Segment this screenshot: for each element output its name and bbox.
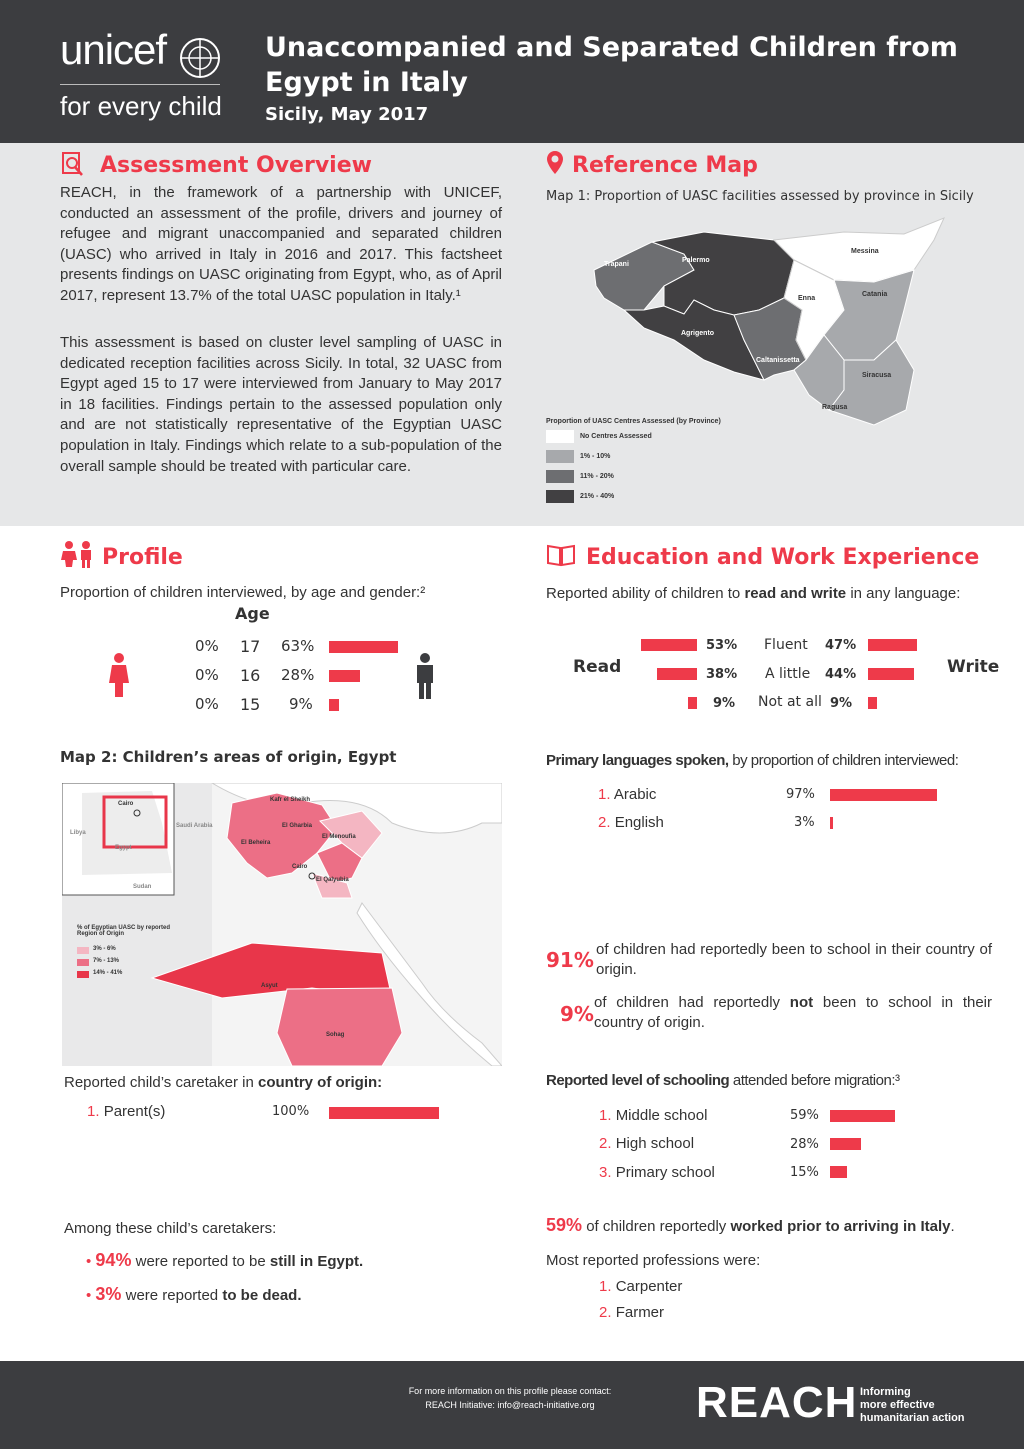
schooling-pct: 59% xyxy=(790,1108,819,1123)
school-no-text: of children had reportedly not been to school in their country of origin. xyxy=(594,994,992,1031)
profile-intro: Proportion of children interviewed, by age and gender:² xyxy=(60,584,426,601)
legend-swatch xyxy=(546,430,574,443)
legend-swatch xyxy=(546,490,574,503)
schooling-bar xyxy=(830,1166,847,1178)
legend-label: No Centres Assessed xyxy=(580,433,652,440)
school-no-pct: 9% xyxy=(560,1002,594,1026)
inset-libya-label: Libya xyxy=(70,830,86,836)
read-pct: 38% xyxy=(706,667,738,682)
map1-legend-title: Proportion of UASC Centres Assessed (by Province) xyxy=(546,418,721,425)
profession-item: 1. Carpenter xyxy=(599,1278,683,1295)
region-kafr-label: Kafr el Sheikh xyxy=(270,797,311,803)
region-gharbia-label: El Gharbia xyxy=(282,823,313,829)
map-pin-icon xyxy=(546,150,564,176)
province-label-palermo: Palermo xyxy=(682,257,710,264)
schooling-item: 1. Middle school xyxy=(599,1107,708,1124)
age-bar xyxy=(329,699,339,711)
male-pct: 28% xyxy=(281,666,315,684)
legend-swatch xyxy=(546,470,574,483)
schooling-pct: 28% xyxy=(790,1137,819,1152)
schooling-bar xyxy=(830,1138,861,1150)
sicily-map xyxy=(544,210,964,432)
schooling-pct: 15% xyxy=(790,1165,819,1180)
region-beheira-label: El Beheira xyxy=(241,840,271,846)
footer-contact-line2[interactable]: REACH Initiative: info@reach-initiative.org xyxy=(425,1400,595,1410)
unicef-tagline: for every child xyxy=(60,91,222,121)
read-label: Read xyxy=(573,657,622,677)
write-bar xyxy=(868,639,917,651)
refmap-title: Reference Map xyxy=(572,153,758,178)
age-bar xyxy=(329,670,360,682)
region-menoufia-label: El Menoufia xyxy=(322,834,356,840)
age-label: 17 xyxy=(240,637,261,656)
age-bar xyxy=(329,641,398,653)
region-asyut-label: Asyut xyxy=(261,983,278,989)
write-pct: 9% xyxy=(830,696,853,711)
write-bar xyxy=(868,668,914,680)
book-icon xyxy=(546,543,576,567)
caretaker-bullet: • 94% were reported to be still in Egypt. xyxy=(86,1250,364,1270)
level-label: Fluent xyxy=(764,637,808,653)
write-pct: 47% xyxy=(825,638,857,653)
language-item: 1. Arabic xyxy=(598,786,657,803)
map2-legend-title: % of Egyptian UASC by reported Region of Origin xyxy=(77,925,171,937)
inset-egypt-label: Egypt xyxy=(115,845,132,851)
education-title: Education and Work Experience xyxy=(586,545,980,570)
caretaker-bullet: • 3% were reported to be dead. xyxy=(86,1284,302,1304)
legend-swatch xyxy=(77,947,89,954)
write-bar xyxy=(868,697,877,709)
region-cairo-label: Cairo xyxy=(292,864,308,870)
language-pct: 97% xyxy=(786,787,815,802)
reach-tagline-line: more effective xyxy=(860,1399,935,1411)
language-bar xyxy=(830,817,833,829)
male-pct: 63% xyxy=(281,637,315,655)
unicef-globe-icon xyxy=(178,36,222,80)
languages-intro: Primary languages spoken, by proportion of children interviewed: xyxy=(546,752,959,769)
page-title: Unaccompanied and Separated Children from Egypt in Italy xyxy=(265,32,958,98)
language-pct: 3% xyxy=(794,815,815,830)
read-bar xyxy=(657,668,697,680)
province-label-caltanissetta: Caltanissetta xyxy=(756,357,800,364)
level-label: Not at all xyxy=(758,694,822,710)
inset-cairo-label: Cairo xyxy=(118,801,134,807)
language-bar xyxy=(830,789,937,801)
footer-contact xyxy=(370,1384,650,1412)
map1-caption: Map 1: Proportion of UASC facilities assessed by province in Sicily xyxy=(546,189,974,204)
professions-intro: Most reported professions were: xyxy=(546,1252,761,1269)
overview-title: Assessment Overview xyxy=(100,153,372,178)
schooling-intro: Reported level of schooling attended before migration:³ xyxy=(546,1072,900,1089)
reach-tagline-line: humanitarian action xyxy=(860,1412,965,1424)
reach-tagline-line: Informing xyxy=(860,1386,911,1398)
read-pct: 53% xyxy=(706,638,738,653)
male-icon xyxy=(414,653,436,699)
age-label: 15 xyxy=(240,695,261,714)
caretaker-bar xyxy=(329,1107,439,1119)
overview-paragraph-1: REACH, in the framework of a partnership with UNICEF, conducted an assessment of the profile, drivers and journey of refugee and migrant unaccompanied and separated children (UASC) who arrived in Italy in 2016 and 2017. This factsheet presents findings on UASC originating from Egypt, who, as of April 2017, represent 13.7% of the total UASC population in Italy.¹ xyxy=(60,184,502,304)
profession-item: 2. Farmer xyxy=(599,1304,665,1321)
inset-sudan-label: Sudan xyxy=(133,884,152,890)
province-label-ragusa: Ragusa xyxy=(822,404,848,411)
level-label: A little xyxy=(765,666,811,682)
map2-caption: Map 2: Children’s areas of origin, Egypt xyxy=(60,748,397,766)
legend-label: 11% - 20% xyxy=(580,473,614,480)
legend-label: 1% - 10% xyxy=(580,453,611,460)
readwrite-intro: Reported ability of children to read and write in any language: xyxy=(546,585,961,602)
reach-tagline xyxy=(860,1386,965,1425)
province-label-catania: Catania xyxy=(862,291,888,298)
work-statement: 59% of children reportedly worked prior to arriving in Italy. xyxy=(546,1215,955,1235)
province-label-messina: Messina xyxy=(851,248,879,255)
page-subtitle: Sicily, May 2017 xyxy=(265,104,429,125)
region-sohag-label: Sohag xyxy=(326,1032,345,1038)
caretaker-intro: Reported child’s caretaker in country of origin: xyxy=(64,1074,383,1091)
caretaker-among: Among these child’s caretakers: xyxy=(64,1220,277,1237)
read-bar xyxy=(641,639,697,651)
legend-label: 21% - 40% xyxy=(580,493,615,500)
legend-swatch xyxy=(77,971,89,978)
language-item: 2. English xyxy=(598,814,664,831)
profile-title: Profile xyxy=(102,545,183,570)
inset-saudi-label: Saudi Arabia xyxy=(176,823,213,829)
province-label-trapani: Trapani xyxy=(604,261,629,268)
legend-label: 7% - 13% xyxy=(93,958,120,964)
family-icon xyxy=(60,540,96,568)
male-pct: 9% xyxy=(289,695,313,713)
province-label-agrigento: Agrigento xyxy=(681,330,715,337)
age-label: 16 xyxy=(240,666,261,685)
write-pct: 44% xyxy=(825,667,857,682)
footer-contact-line1: For more information on this profile please contact: xyxy=(408,1386,612,1396)
magnifier-document-icon xyxy=(60,151,84,177)
legend-label: 14% - 41% xyxy=(93,970,123,976)
write-label: Write xyxy=(947,657,1000,677)
female-pct: 0% xyxy=(195,695,219,713)
caretaker-pct: 100% xyxy=(272,1104,310,1119)
caretaker-item: 1. Parent(s) xyxy=(87,1103,166,1120)
region-qalyubia-label: El Qalyubia xyxy=(316,877,349,883)
female-icon xyxy=(108,653,130,697)
legend-swatch xyxy=(77,959,89,966)
read-pct: 9% xyxy=(713,696,736,711)
schooling-item: 2. High school xyxy=(599,1135,695,1152)
age-header: Age xyxy=(235,604,270,623)
school-yes-text: of children had reportedly been to school in their country of origin. xyxy=(596,941,992,978)
reach-logo: REACH xyxy=(696,1378,858,1427)
province-label-siracusa: Siracusa xyxy=(862,372,892,379)
schooling-bar xyxy=(830,1110,895,1122)
read-bar xyxy=(688,697,697,709)
female-pct: 0% xyxy=(195,666,219,684)
school-yes-pct: 91% xyxy=(546,948,594,972)
schooling-item: 3. Primary school xyxy=(599,1164,715,1181)
legend-swatch xyxy=(546,450,574,463)
female-pct: 0% xyxy=(195,637,219,655)
legend-label: 3% - 6% xyxy=(93,946,116,952)
logo-divider xyxy=(60,84,220,85)
overview-paragraph-2: This assessment is based on cluster level sampling of UASC in dedicated reception facilities across Sicily. In total, 32 UASC from Egypt aged 15 to 17 were interviewed from January to May 2017 in 18 facilities. Findings pertain to the assessed population only and are not statistically representative of the Egyptian UASC population in Italy. Findings which relate to a sub-population of the overall sample should be treated with particular care. xyxy=(60,334,502,475)
province-label-enna: Enna xyxy=(798,295,816,302)
unicef-logo: unicef xyxy=(60,26,167,73)
